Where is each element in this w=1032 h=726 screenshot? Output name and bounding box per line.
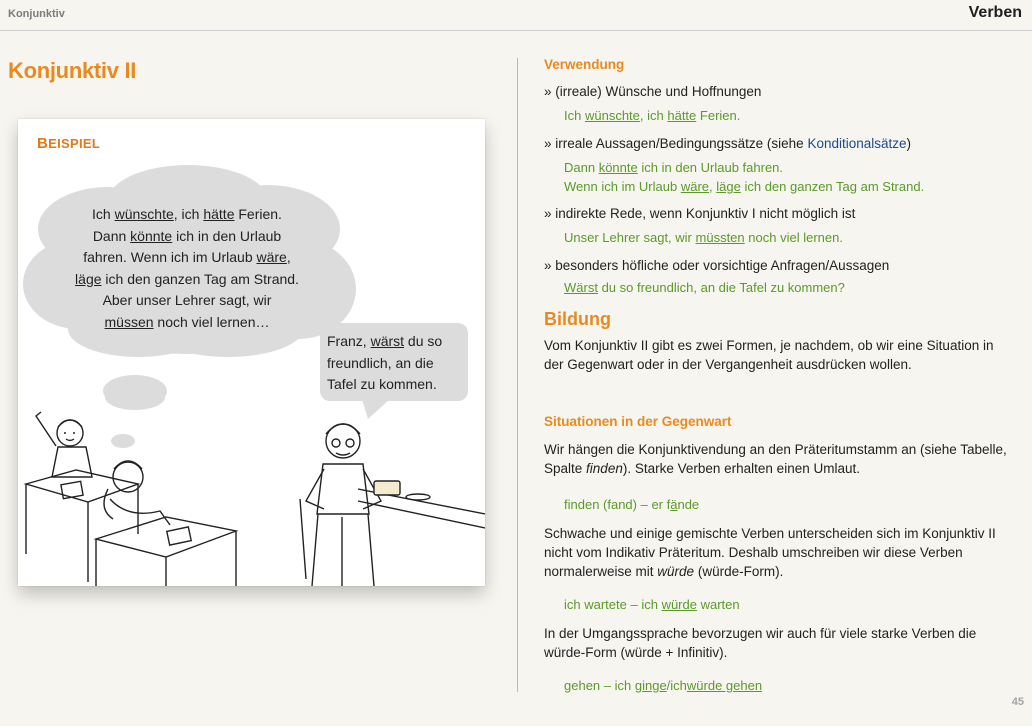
paragraph-weak-verbs: Schwache und einige gemischte Verben unterscheiden sich im Konjunktiv II nicht vom Indikativ Präteritum. Deshalb umschreiben wir diese Verben normalerweise mit würde (würde-Form). bbox=[544, 526, 996, 579]
example-irreal-1: Dann könnte ich in den Urlaub fahren. bbox=[564, 160, 784, 175]
paragraph-strong-verbs: Wir hängen die Konjunktivendung an den Präteritumstamm an (siehe Tabelle, Spalte finden). Starke Verben erhalten einen Umlaut. bbox=[544, 442, 1007, 476]
header-divider bbox=[0, 30, 1032, 31]
example-box bbox=[18, 119, 485, 586]
example-label: BEISPIEL bbox=[37, 135, 101, 152]
example-polite: Wärst du so freundlich, an die Tafel zu kommen? bbox=[564, 280, 845, 295]
bullet-indirect: » indirekte Rede, wenn Konjunktiv I nicht möglich ist bbox=[544, 206, 856, 221]
example-wishes: Ich wünschte, ich hätte Ferien. bbox=[564, 108, 741, 123]
example-gehen: gehen – ich ginge/ichwürde gehen bbox=[564, 678, 763, 693]
page-title: Konjunktiv II bbox=[8, 58, 137, 83]
header-chapter: Konjunktiv bbox=[8, 8, 65, 20]
example-warten: ich wartete – ich würde warten bbox=[564, 597, 740, 612]
bullet-irreal: » irreale Aussagen/Bedingungssätze (siehe Konditionalsätze) bbox=[544, 136, 912, 151]
heading-verwendung: Verwendung bbox=[544, 57, 625, 72]
paragraph-colloquial: In der Umgangssprache bevorzugen wir auch für viele starke Verben die würde-Form (würde + Infinitiv). bbox=[544, 626, 977, 660]
bullet-wishes: » (irreale) Wünsche und Hoffnungen bbox=[544, 84, 762, 99]
example-irreal-2: Wenn ich im Urlaub wäre, läge ich den ganzen Tag am Strand. bbox=[564, 179, 925, 194]
example-finden: finden (fand) – er fände bbox=[564, 497, 700, 512]
header-section: Verben bbox=[968, 4, 1022, 21]
heading-gegenwart: Situationen in der Gegenwart bbox=[544, 414, 732, 429]
link-konditionalsaetze[interactable]: Konditionalsätze bbox=[807, 136, 907, 151]
example-indirect: Unser Lehrer sagt, wir müssten noch viel lernen. bbox=[564, 230, 843, 245]
page-number: 45 bbox=[1011, 696, 1024, 708]
column-divider bbox=[517, 58, 518, 692]
speech-bubble-text: Franz, wärst du so freundlich, an die Tafel zu kommen. bbox=[327, 333, 443, 392]
heading-bildung: Bildung bbox=[544, 309, 611, 329]
classroom-illustration-icon bbox=[18, 389, 485, 586]
bullet-polite: » besonders höfliche oder vorsichtige Anfragen/Aussagen bbox=[544, 258, 890, 273]
thought-bubble-text: Ich wünschte, ich hätte Ferien. Dann könnte ich in den Urlaub fahren. Wenn ich im Urlaub wäre, läge ich den ganzen Tag am Strand. Aber unser Lehrer sagt, wir müssen noch viel lernen… bbox=[75, 206, 299, 330]
bildung-intro: Vom Konjunktiv II gibt es zwei Formen, je nachdem, ob wir eine Situation in der Gegenwart oder in der Vergangenheit ausdrücken wollen. bbox=[544, 338, 994, 372]
